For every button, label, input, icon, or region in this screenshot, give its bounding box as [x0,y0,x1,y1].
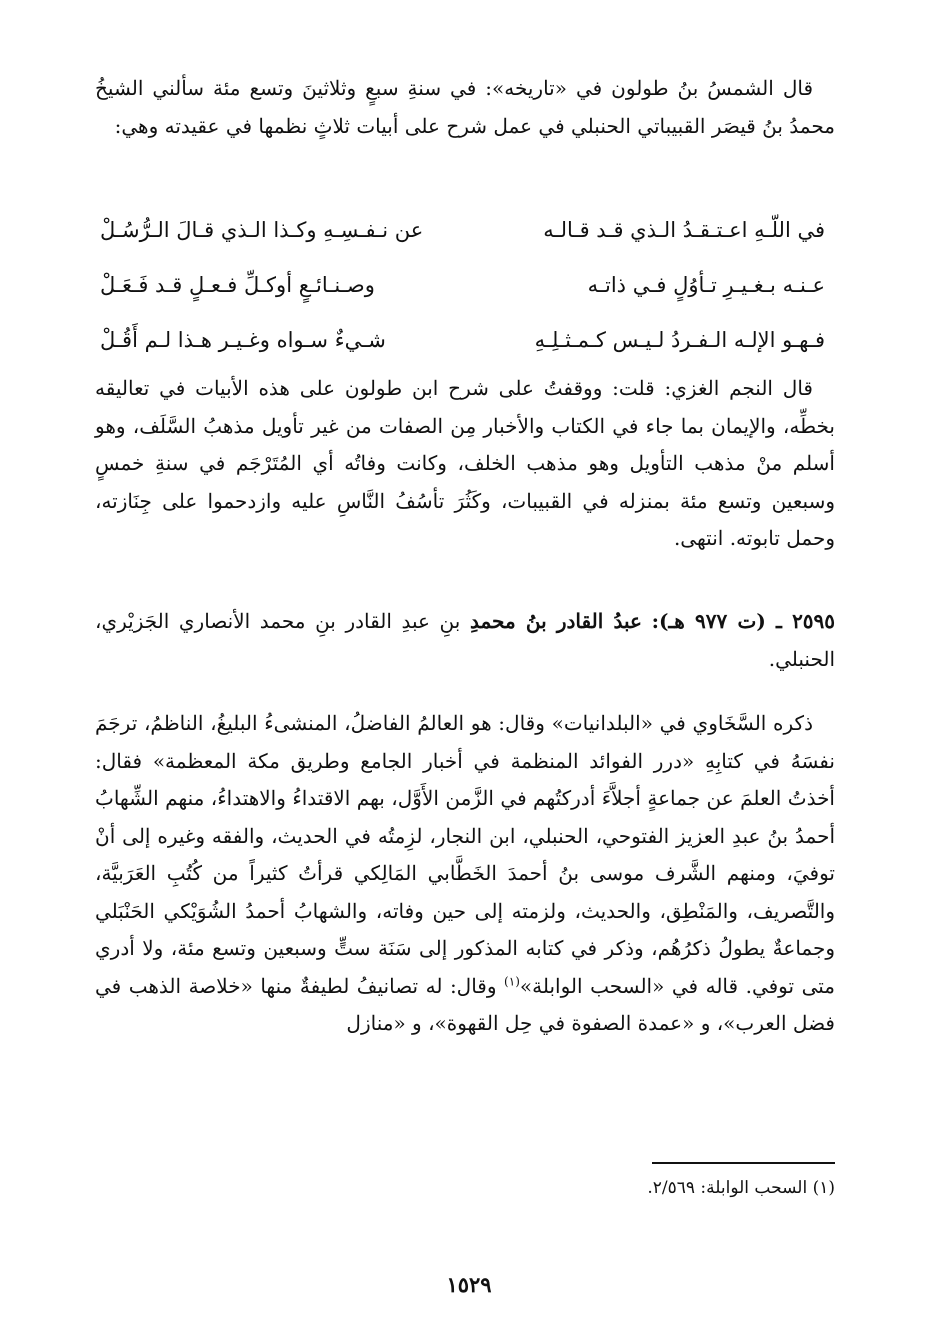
paragraph-ibn-tulun: قال الشمسُ بنُ طولون في «تاريخه»: في سنةِ سبعٍ وثلاثينَ وتسع مئة سألني الشيخُ محمدُ بنُ قيصَر القبيباتي الحنبلي في عمل شرح على أبيات ثلاثٍ نظمها في عقيدته وهي: [95,76,835,138]
verse-1-second-hemistich: عن نـفـسِـهِ وكـذا الـذي قـالَ الـرُّسُـلْ [100,218,424,242]
paragraph-sakhawi-continuation: وقال: له تصانيفُ لطيفةٌ منها «خلاصة الذهب في فضل العرب»، و «عمدة الصفوة في حِل القهوة»، و «منازل [95,973,835,1035]
entry-number-death: ٢٥٩٥ ـ (ت ٩٧٧ هـ): [651,609,836,633]
footnote-reference[interactable]: (١) [504,973,520,988]
paragraph-sakhawi [95,705,835,1043]
paragraph-sakhawi-text: ذكره السَّخَاوي في «البلدانيات» وقال: هو العالمُ الفاضلُ، المنشىءُ البليغُ، الناظمُ، ترجَمَ نفسَهُ في كتابِهِ «درر الفوائد المنظمة في أخبار الجامع وطريق مكة المعظمة» فقال: أخذتُ العلمَ عن جماعةٍ أجلاَّءَ أدركتُهم في الزَّمن الأَوَّل، بهم الاقتداءُ والاهتداءُ، منهم الشِّهابُ أحمدُ بنُ عبدِ العزيز الفتوحي، الحنبلي، ابن النجار، لزِمتُه في الحديث، والفقه وغيره إلى أنْ توفيَ، ومنهم الشَّرف موسى بنُ أحمدَ الخَطَّابي المَالِكي قرأتُ كثيراً من كُتُبِ العَرَبيَّة، والتَّصريف، والمَنْطِق، والحديث، ولزمته إلى حين وفاته، والشهابُ أحمدُ الشُوَيْكي الحَنْبَلي وجماعةٌ يطولُ ذكرُهُم، وذكر في كتابه المذكور إلى سَنَة ستٍّ وسبعين وتسع مئة، ولا أدري متى توفي. قاله في «السحب الوابلة» [95,711,836,998]
page-number: ١٥٢٩ [446,1272,492,1297]
verse-2-second-hemistich: وصـنـائـعٍ أوكـلِّ فـعـلٍ قـد فَـعَـلْ [100,273,375,297]
verse-line-2 [100,267,825,311]
entry-name: عبدُ القادر بنُ محمدِ [469,609,642,633]
verse-1-first-hemistich: في اللّـهِ اعـتـقـدُ الـذي قـد قـالـه [543,218,825,242]
verse-line-1 [100,212,825,256]
footnote: (١) السحب الوابلة: ٢/٥٦٩. [647,1178,835,1198]
biography-entry-heading [95,603,835,678]
paragraph-najm-ghazzi: قال النجم الغزي: قلت: ووقفتُ على شرح ابن طولون على هذه الأبيات في تعاليقه بخطِّه، والإيمان بما جاء في الكتاب والأخبار مِن الصفات من غير تأويل مذهبُ السَّلَف، وهو أسلم منْ مذهب التأويل وهو مذهب الخلف، وكانت وفاتُه أي المُتَرْجَم في سنةِ خمسٍ وسبعين وتسع مئة بمنزله في القبيبات، وكَثُرَ تأسُفُ النَّاسِ عليه وازدحموا على جِنَازته، وحمل تابوته. انتهى. [95,376,835,550]
verse-2-first-hemistich: عـنـه بـغـيـرِ تـأوُلٍ فـي ذاتـه [587,273,825,297]
verse-3-first-hemistich: فـهـو الإلـه الـفـردُ لـيـس كـمـثـلِـهِ [534,328,825,352]
footnote-separator [652,1162,835,1164]
verse-line-3 [100,322,825,366]
verse-3-second-hemistich: شـيءٌ سـواه وغـيـر هـذا لـم أَقُـلْ [100,328,386,352]
entry-lineage: بنِ عبدِ القادر بنِ محمد الأنصاري الجَزيْري، الحنبلي. [95,609,835,671]
